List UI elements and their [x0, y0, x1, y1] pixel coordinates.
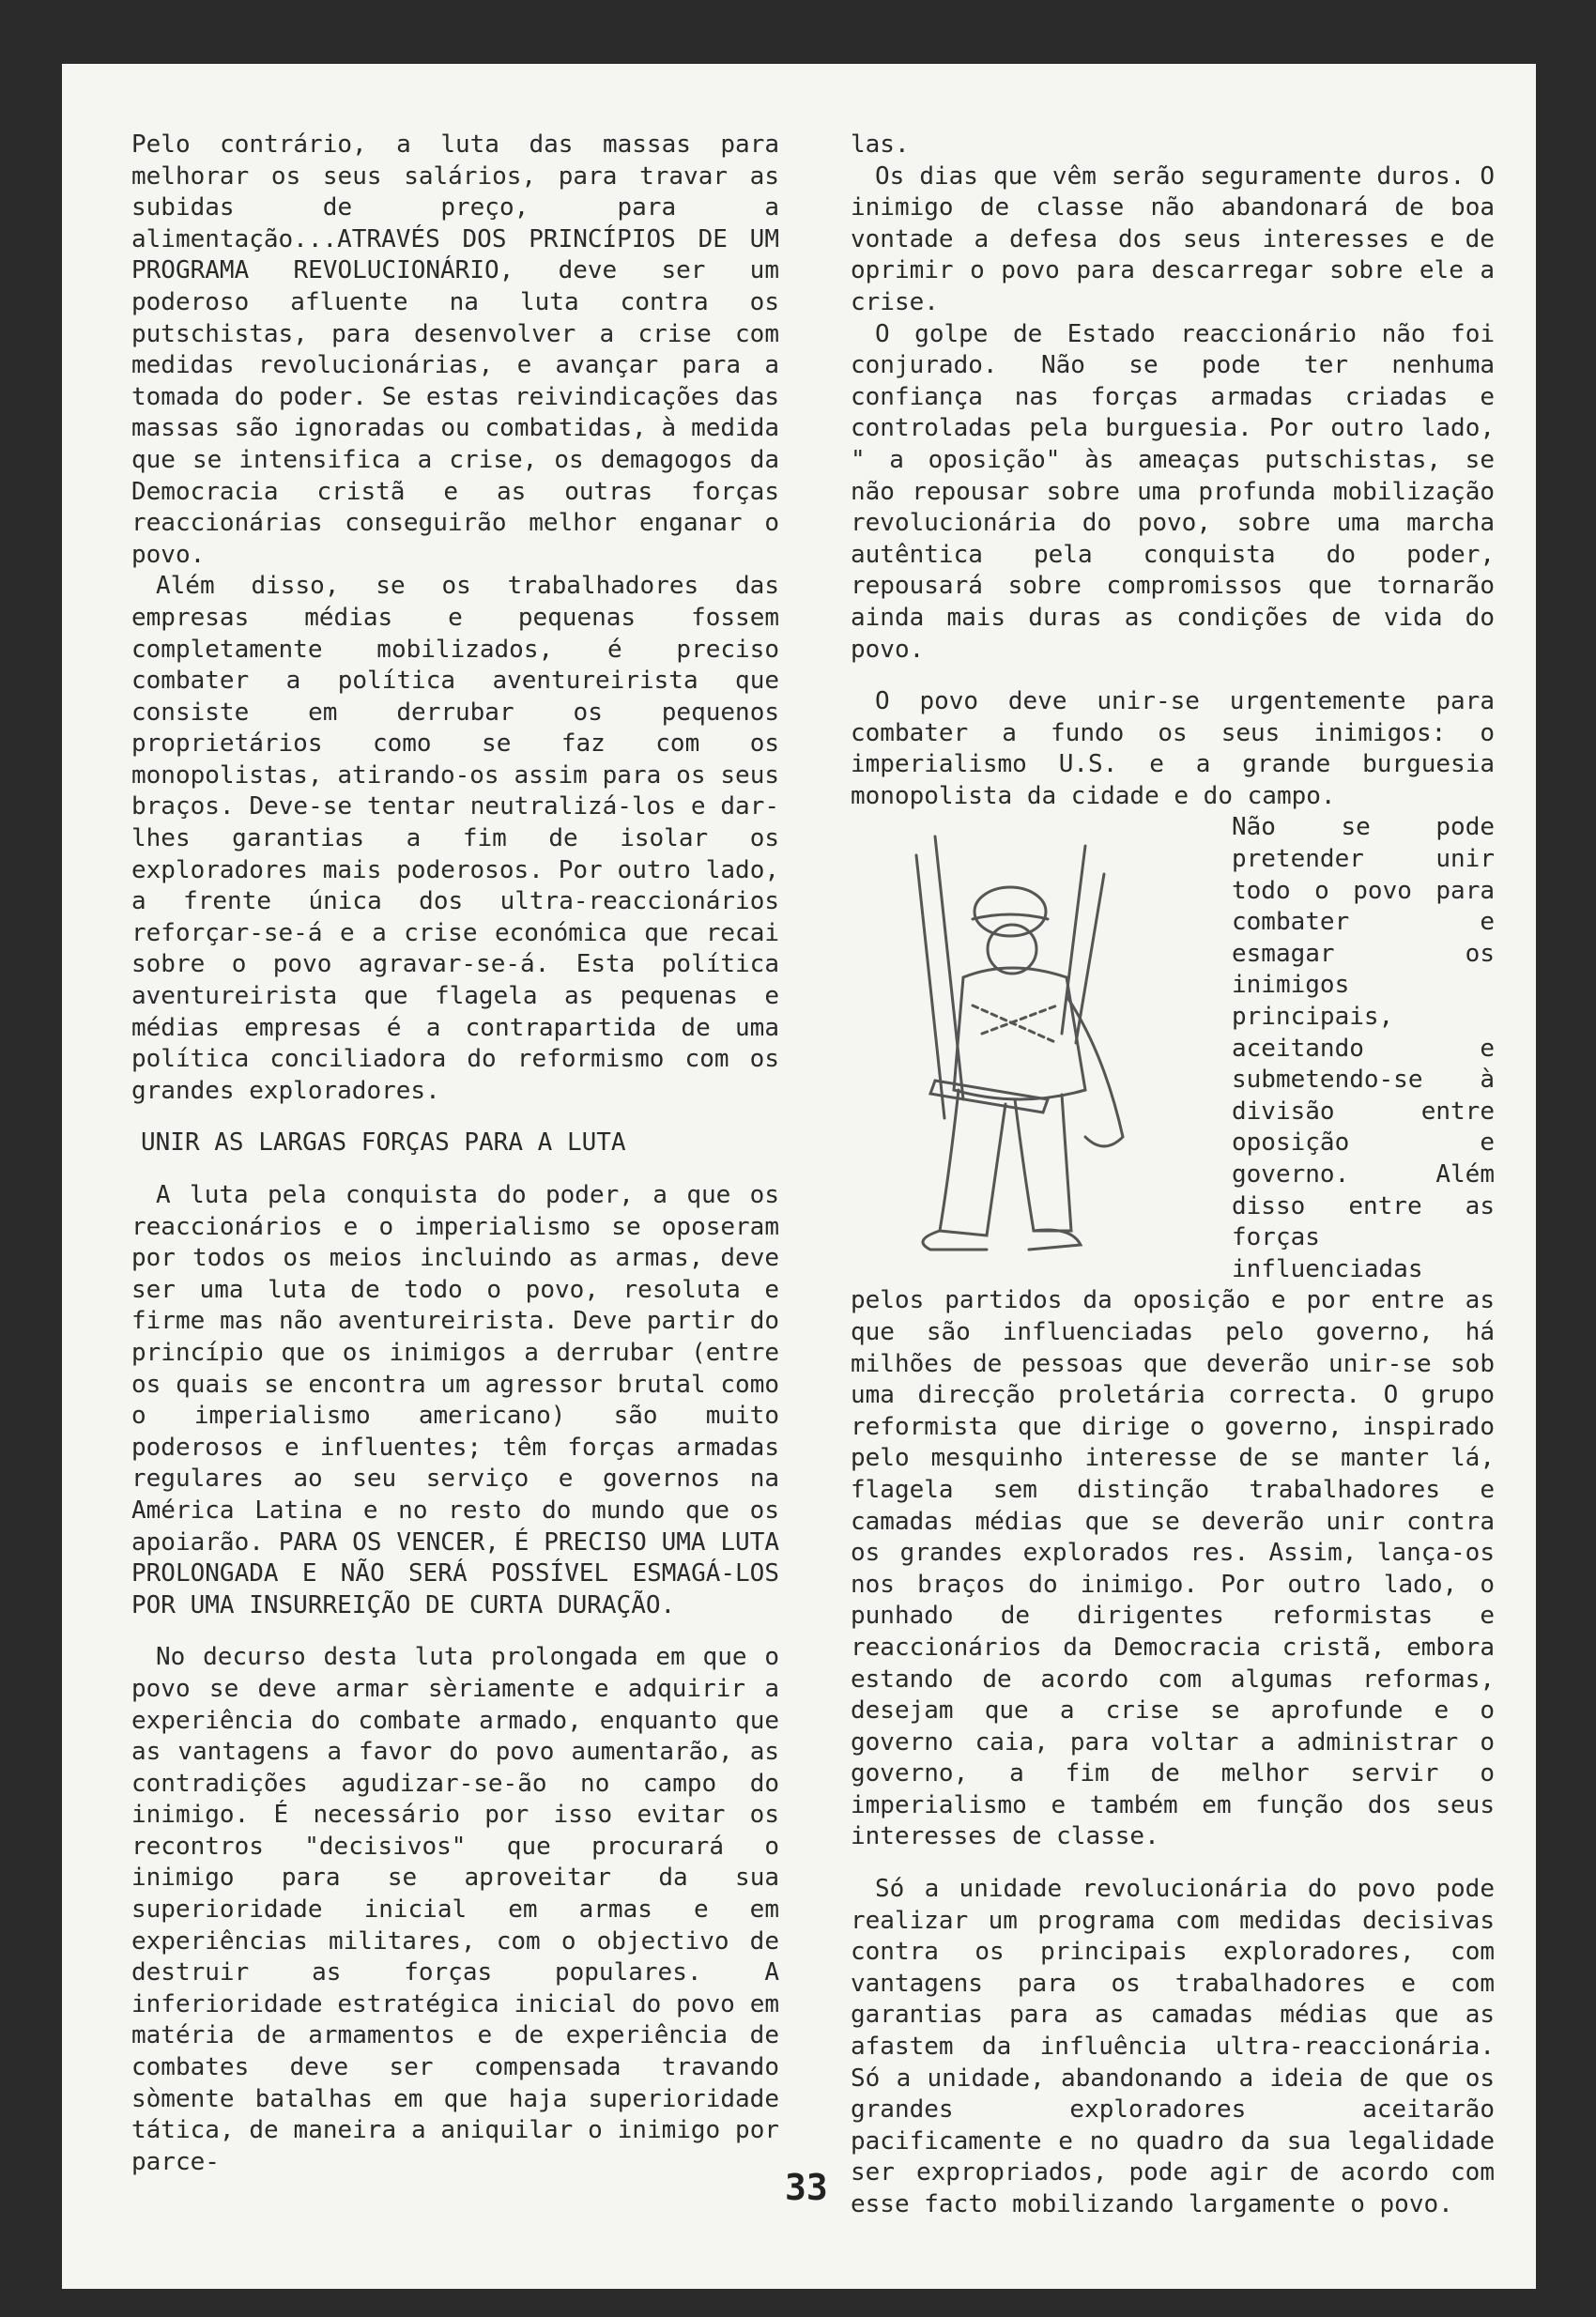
paragraph: No decurso desta luta prolongada em que o povo se deve armar sèriamente e adquirir a experiência do combate armado, enquanto que as vantagens a favor do povo aumentarão, as contradições agudizar-se-ão no campo do inimigo. É necessário por isso evitar os recontros "decisivos" que procurará o inimigo para se aproveitar da sua superioridade inicial em armas e em experiências militares, com o objectivo de destruir as forças populares. A inferioridade estratégica inicial do povo em matéria de armamentos e de experiência de combates deve ser compensada travando sòmente batalhas em que haja superioridade tática, de maneira a aniquilar o inimigo por parce-	[131, 1643, 779, 2176]
guerrilla-illustration	[851, 818, 1217, 1259]
paragraph-text: Não se pode pretender unir todo o povo para combater e esmagar os inimigos principais, aceitando e submetendo-se à divisão entre oposição e governo. Além disso entre as forças influenciadas pelos partidos da oposição e por entre as que são influenciadas pelo governo, há milhões de pessoas que deverão unir-se sob uma direcção proletária correcta. O grupo reformista que dirige o governo, inspirado pelo mesquinho interesse de se manter lá, flagela sem distinção trabalhadores e camadas médias que se deverão unir contra os grandes explorados res. Assim, lança-os nos braços do inimigo. Por outro lado, o punhado de dirigentes reformistas e reaccionários da Democracia cristã, embora estando de acordo com algumas reformas, desejam que a crise se aprofunde e o governo caia, para voltar a administrar o governo, a fim de melhor servir o imperialismo e também em função dos seus interesses de classe.	[851, 813, 1495, 1851]
paragraph-text: A luta pela conquista do poder, a que os reaccionários e o imperialismo se oposeram por todos os meios incluindo as armas, deve ser uma luta de todo o povo, resoluta e firme mas não aventureirista. Deve partir do princípio que os inimigos a derrubar (entre os quais se encontra um agressor brutal como o imperialismo americano) são muito poderosos e influentes; têm forças armadas regulares ao seu serviço e governos na América Latina e no resto do mundo que os apoiarão.	[131, 1181, 779, 1557]
paragraph: Além disso, se os trabalhadores das empresas médias e pequenas fossem completamente mobilizados, é preciso combater a política aventureirista que consiste em derrubar os pequenos proprietários como se faz com os monopolistas, atirando-os assim para os seus braços. Deve-se tentar neutralizá-los e dar-lhes garantias a fim de isolar os exploradores mais poderosos. Por outro lado, a frente única dos ultra-reaccionários reforçar-se-á e a crise económica que recai sobre o povo agravar-se-á. Esta política aventureirista que flagela as pequenas e médias empresas é a contrapartida de uma política conciliadora do reformismo com os grandes exploradores.	[131, 572, 779, 1105]
paragraph	[851, 686, 1495, 812]
paragraph-text: O povo deve unir-se urgentemente para combater a fundo os seus inimigos: o imperialismo U.S. e a grande burguesia monopolista da cidade e do campo.	[851, 687, 1495, 810]
paragraph: Os dias que vêm serão seguramente duros. O inimigo de classe não abandonará de boa vontade a defesa dos seus interesses e de oprimir o povo para descarregar sobre ele a crise.	[851, 161, 1495, 316]
paragraph: las.	[851, 130, 910, 159]
paragraph: O golpe de Estado reaccionário não foi conjurado. Não se pode ter nenhuma confiança nas forças armadas criadas e controladas pela burguesia. Por outro lado, " a oposição" às ameaças putschistas, se não repousar sobre uma profunda mobilização revolucionária do povo, sobre uma marcha autêntica pela conquista do poder, repousará sobre compromissos que tornarão ainda mais duras as condições de vida do povo.	[851, 319, 1495, 664]
section-heading: UNIR AS LARGAS FORÇAS PARA A LUTA	[141, 1128, 626, 1158]
document-page	[62, 64, 1536, 2289]
page-number: 33	[785, 2167, 828, 2208]
paragraph-emphasis: PARA OS VENCER, É PRECISO UMA LUTA PROLONGADA E NÃO SERÁ POSSÍVEL ESMAGÁ-LOS POR UMA INSURREIÇÃO DE CURTA DURAÇÃO.	[131, 1527, 780, 1619]
right-column	[851, 130, 1495, 2221]
paragraph: Só a unidade revolucionária do povo pode realizar um programa com medidas decisivas contra os principais exploradores, com vantagens para os trabalhadores e com garantias para as camadas médias que as afastem da influência ultra-reaccionária. Só a unidade, abandonando a ideia de que os grandes exploradores aceitarão pacificamente e no quadro da sua legalidade ser expropriados, pode agir de acordo com esse facto mobilizando largamente o povo.	[851, 1875, 1495, 2218]
paragraph	[131, 1180, 779, 1621]
paragraph	[851, 812, 1495, 1853]
paragraph: Pelo contrário, a luta das massas para melhorar os seus salários, para travar as subidas de preço, para a alimentação...ATRAVÉS DOS PRINCÍPIOS DE UM PROGRAMA REVOLUCIONÁRIO, deve ser um poderoso afluente na luta contra os putschistas, para desenvolver a crise com medidas revolucionárias, e avançar para a tomada do poder. Se estas reivindicações das massas são ignoradas ou combatidas, à medida que se intensifica a crise, os demagogos da Democracia cristã e as outras forças reaccionárias conseguirão melhor enganar o povo.	[131, 130, 779, 569]
left-column	[131, 130, 779, 2178]
